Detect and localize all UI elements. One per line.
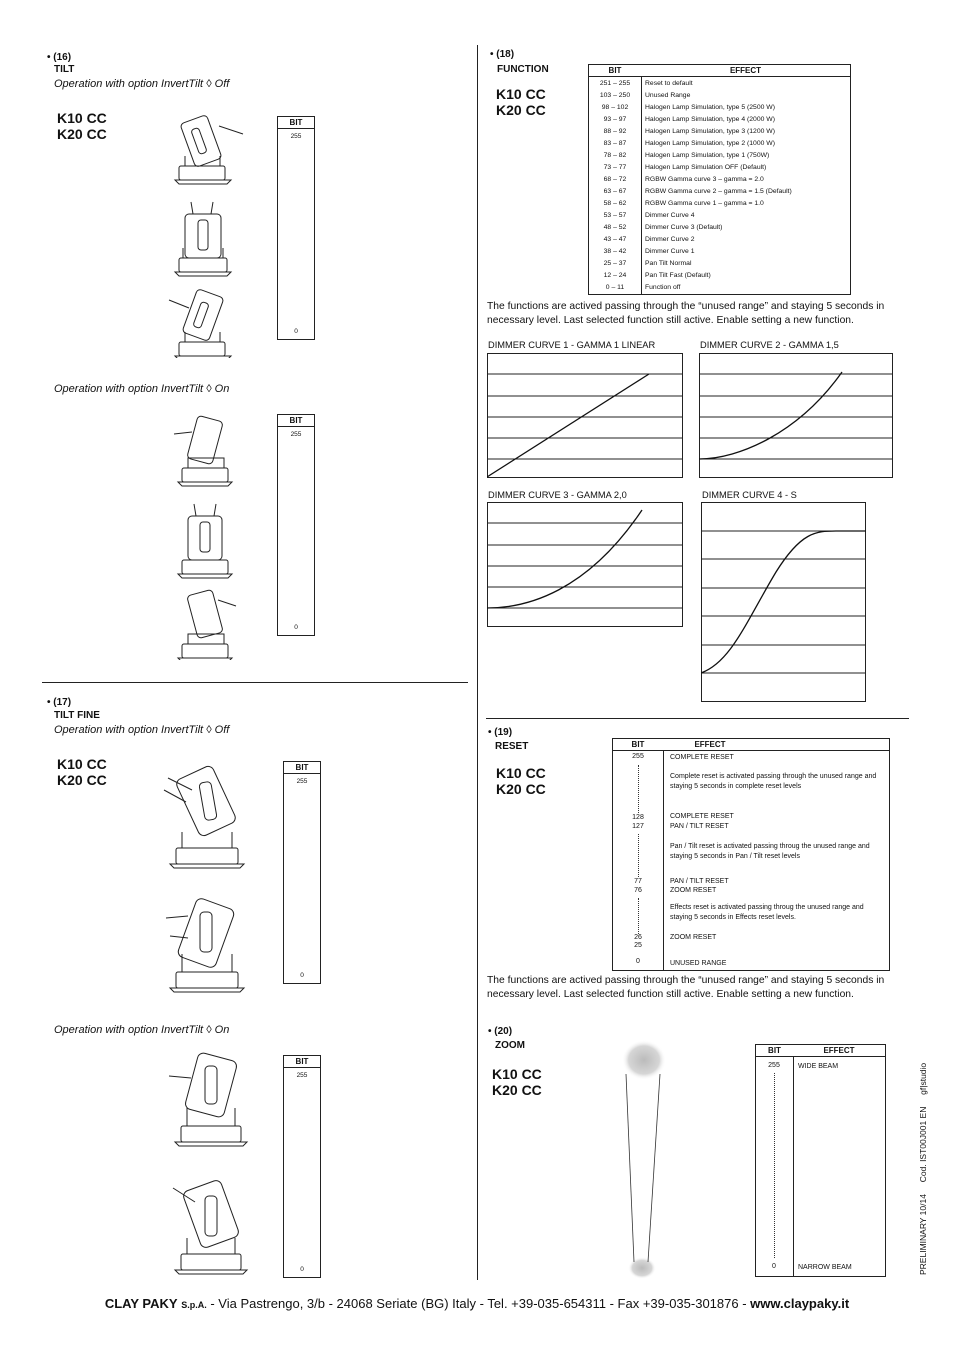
sec16-model-k10: K10 CC: [57, 110, 107, 126]
bit-header: BIT: [284, 1056, 320, 1068]
col-effect: EFFECT: [694, 740, 726, 749]
effect-narrow-beam: NARROW BEAM: [798, 1264, 852, 1271]
sec16-op-on: Operation with option InvertTilt ◊ On: [54, 383, 230, 395]
curve-line: [487, 510, 642, 608]
function-effect: Halogen Lamp Simulation, type 1 (750W): [645, 152, 770, 159]
tilt-fixture-illustration-inverted: [170, 410, 240, 660]
curve-line: [701, 531, 866, 673]
function-bit: 53 – 57: [603, 212, 627, 219]
function-row: [589, 210, 850, 222]
sec16-bit-column-off: [277, 116, 315, 340]
dimmer-curve-3-graph: [487, 502, 684, 629]
function-bit: 88 – 92: [603, 128, 627, 135]
function-row: [589, 78, 850, 90]
col-effect: EFFECT: [729, 66, 762, 75]
function-bit: 63 – 67: [603, 188, 627, 195]
effect-zoom-reset-2: ZOOM RESET: [670, 934, 717, 941]
tilt-fine-fixture-illustration-inverted: [165, 1050, 255, 1285]
function-effect: Pan Tilt Normal: [645, 260, 692, 267]
tilt-fixture-illustration: [165, 108, 245, 358]
bit-0: 0: [636, 958, 640, 965]
function-bit: 38 – 42: [603, 248, 627, 255]
sec16-model-k20: K20 CC: [57, 126, 107, 142]
bit-header: BIT: [284, 762, 320, 774]
function-row: [589, 150, 850, 162]
function-bit: 12 – 24: [603, 272, 627, 279]
function-effect: Halogen Lamp Simulation, type 2 (1000 W): [645, 140, 775, 147]
sec16-bullet: • (16): [47, 52, 72, 63]
sec18-model-k10: K10 CC: [496, 86, 546, 102]
dimmer-curve-1-graph: [487, 353, 684, 480]
sec16-op-off: Operation with option InvertTilt ◊ Off: [54, 78, 230, 90]
sec19-model-k10: K10 CC: [496, 765, 546, 781]
function-effect: Function off: [645, 284, 681, 291]
function-effect: RGBW Gamma curve 1 – gamma = 1.0: [645, 200, 764, 207]
effect-pan-tilt-reset: PAN / TILT RESET: [670, 823, 729, 830]
effect-unused-range: UNUSED RANGE: [670, 960, 727, 967]
function-effect: Dimmer Curve 3 (Default): [645, 224, 723, 231]
bit-max: 255: [296, 1072, 308, 1079]
sec18-model-k20: K20 CC: [496, 102, 546, 118]
effect-zoom-reset: ZOOM RESET: [670, 887, 717, 894]
function-row: [589, 258, 850, 270]
curve-line: [487, 374, 649, 477]
sec19-title: RESET: [495, 741, 529, 752]
section-divider-16-17: [42, 682, 468, 683]
bit-26: 26: [634, 934, 642, 941]
col-bit: BIT: [608, 66, 622, 75]
function-effect: Pan Tilt Fast (Default): [645, 272, 711, 279]
function-bit: 43 – 47: [603, 236, 627, 243]
bit-max: 255: [768, 1062, 780, 1069]
function-bit: 48 – 52: [603, 224, 627, 231]
effect-zoom-reset-desc: Effects reset is activated passing throug the unused range and staying 5 seconds in Effects reset levels.: [670, 904, 864, 921]
sec17-bullet: • (17): [47, 697, 72, 708]
bit-128: 128: [632, 814, 644, 821]
col-effect: EFFECT: [823, 1046, 855, 1055]
bit-min: 0: [300, 1266, 304, 1273]
effect-complete-reset: COMPLETE RESET: [670, 754, 734, 761]
sec19-model-k20: K20 CC: [496, 781, 546, 797]
function-row: [589, 174, 850, 186]
bit-min: 0: [300, 972, 304, 979]
function-row: [589, 234, 850, 246]
sec18-note: The functions are actived passing through the “unused range” and staying 5 seconds in necessary level. Last selected function still active. Enable setting a new function.: [487, 301, 885, 326]
zoom-table: [755, 1044, 886, 1277]
function-row: [589, 246, 850, 258]
footer-address: - Via Pastrengo, 3/b - 24068 Seriate (BG) Italy - Tel. +39-035-654311 - Fax +39-035-301876 -: [206, 1296, 751, 1311]
function-row: [589, 114, 850, 126]
function-bit: 73 – 77: [603, 164, 627, 171]
column-divider: [477, 45, 478, 1280]
sec20-model-k10: K10 CC: [492, 1066, 542, 1082]
effect-pan-tilt-reset-2: PAN / TILT RESET: [670, 878, 729, 885]
sec16-title: TILT: [54, 64, 75, 75]
function-effect: RGBW Gamma curve 2 – gamma = 1.5 (Default): [645, 188, 792, 195]
bit-min: 0: [294, 624, 298, 631]
function-row: [589, 126, 850, 138]
dimmer-curve-2-graph: [699, 353, 894, 480]
function-effect: Reset to default: [645, 80, 693, 87]
function-bit: 98 – 102: [601, 104, 629, 111]
footer-company: CLAY PAKY: [104, 1296, 178, 1311]
function-bit: 68 – 72: [603, 176, 627, 183]
sec19-note: The functions are actived passing through the “unused range” and staying 5 seconds in necessary level. Last selected function still active. Enable setting a new function.: [487, 975, 885, 1000]
sec17-bit-column-on: [283, 1055, 321, 1278]
function-effect: RGBW Gamma curve 3 – gamma = 2.0: [645, 176, 764, 183]
bit-max: 255: [290, 431, 302, 438]
function-effect: Dimmer Curve 2: [645, 236, 695, 243]
effect-complete-reset-desc: Complete reset is activated passing through the unused range and staying 5 seconds in complete reset levels: [670, 773, 877, 790]
tilt-fine-fixture-illustration: [160, 760, 255, 1000]
reset-table: [612, 738, 890, 971]
sec20-title: ZOOM: [495, 1040, 525, 1051]
sec16-bit-column-on: [277, 414, 315, 636]
sec20-model-k20: K20 CC: [492, 1082, 542, 1098]
function-effect: Dimmer Curve 4: [645, 212, 695, 219]
sec17-model-k10: K10 CC: [57, 756, 107, 772]
function-bit: 58 – 62: [603, 200, 627, 207]
bit-25: 25: [634, 942, 642, 949]
footer-spa: S.p.A.: [181, 1300, 207, 1310]
bit-min: 0: [294, 328, 298, 335]
sec17-op-off: Operation with option InvertTilt ◊ Off: [54, 724, 230, 736]
function-effect: Halogen Lamp Simulation OFF (Default): [645, 164, 767, 171]
sec17-title: TILT FINE: [54, 710, 100, 721]
curve3-label: DIMMER CURVE 3 - GAMMA 2,0: [488, 490, 627, 500]
curve4-label: DIMMER CURVE 4 - S: [702, 490, 797, 500]
zoom-beam-illustration: [618, 1040, 673, 1280]
function-bit: 25 – 37: [603, 260, 627, 267]
col-bit: BIT: [631, 740, 645, 749]
bit-255: 255: [632, 753, 644, 760]
sec17-model-k20: K20 CC: [57, 772, 107, 788]
footer-website[interactable]: www.claypaky.it: [750, 1296, 850, 1311]
function-row: [589, 90, 850, 102]
col-bit: BIT: [768, 1046, 781, 1055]
bit-min: 0: [772, 1263, 776, 1270]
function-bit: 83 – 87: [603, 140, 627, 147]
function-row: [589, 222, 850, 234]
section-divider-18-19: [486, 718, 909, 719]
bit-max: 255: [296, 778, 308, 785]
effect-pan-tilt-reset-desc: Pan / Tilt reset is activated passing throug the unused range and staying 5 seconds in Pan / Tilt reset levels: [670, 843, 870, 860]
curve2-label: DIMMER CURVE 2 - GAMMA 1,5: [700, 340, 839, 350]
function-table: [588, 64, 851, 295]
function-effect: Dimmer Curve 1: [645, 248, 695, 255]
effect-wide-beam: WIDE BEAM: [798, 1063, 839, 1070]
function-row: [589, 162, 850, 174]
function-bit: 251 – 255: [599, 80, 631, 87]
curve-line: [699, 372, 842, 459]
function-row: [589, 138, 850, 150]
function-effect: Halogen Lamp Simulation, type 3 (1200 W): [645, 128, 775, 135]
function-row: [589, 270, 850, 282]
sec19-bullet: • (19): [488, 727, 513, 738]
bit-77: 77: [634, 878, 642, 885]
sec17-op-on: Operation with option InvertTilt ◊ On: [54, 1024, 230, 1036]
function-effect: Halogen Lamp Simulation, type 4 (2000 W): [645, 116, 775, 123]
function-bit: 78 – 82: [603, 152, 627, 159]
bit-header: BIT: [278, 117, 314, 129]
bit-76: 76: [634, 887, 642, 894]
function-effect: Halogen Lamp Simulation, type 5 (2500 W): [645, 104, 775, 111]
function-effect: Unused Range: [645, 92, 691, 99]
bit-max: 255: [290, 133, 302, 140]
sec18-bullet: • (18): [490, 49, 515, 60]
sec20-bullet: • (20): [488, 1026, 513, 1037]
bit-127: 127: [632, 823, 644, 830]
function-bit: 0 – 11: [605, 284, 625, 291]
function-row: [589, 282, 850, 294]
function-row: [589, 102, 850, 114]
side-document-code: PRELIMINARY 10/14 Cod. IST00J001 EN gf|studio: [918, 1062, 928, 1275]
effect-complete-reset-2: COMPLETE RESET: [670, 813, 734, 820]
sec17-bit-column-off: [283, 761, 321, 984]
sec18-title: FUNCTION: [497, 64, 549, 75]
curve1-label: DIMMER CURVE 1 - GAMMA 1 LINEAR: [488, 340, 656, 350]
footer: [0, 1296, 954, 1311]
function-row: [589, 198, 850, 210]
dimmer-curve-4-graph: [701, 502, 867, 704]
function-row: [589, 186, 850, 198]
function-bit: 103 – 250: [599, 92, 631, 99]
bit-header: BIT: [278, 415, 314, 427]
function-bit: 93 – 97: [603, 116, 627, 123]
